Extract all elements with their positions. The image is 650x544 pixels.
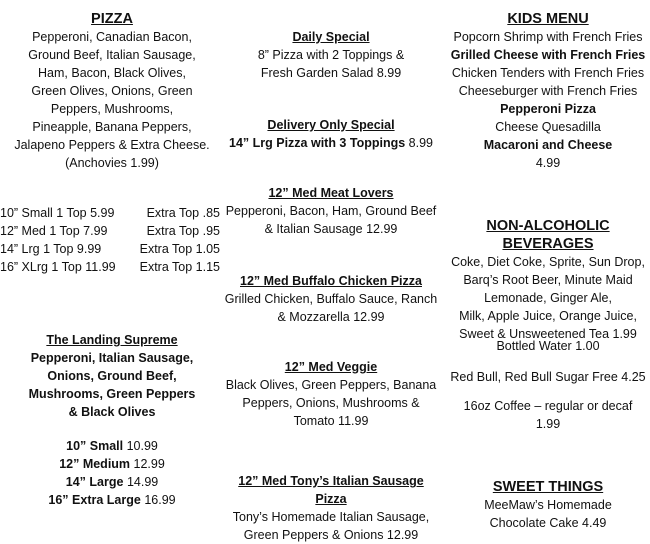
size-price: 16” XLrg 1 Top 11.99 — [0, 260, 116, 274]
menu-line: Coke, Diet Coke, Sprite, Sun Drop, — [451, 255, 645, 269]
item-text: Black Olives, Green Peppers, Banana — [225, 378, 437, 392]
size-price: 14” Lrg 1 Top 9.99 — [0, 242, 102, 256]
menu-line: (Anchovies 1.99) — [65, 156, 159, 170]
menu-line: Peppers, Mushrooms, — [50, 102, 174, 116]
special-title: 12” Med Meat Lovers — [268, 186, 394, 200]
size-price: 12” Med 1 Top 7.99 — [0, 224, 108, 238]
kids-menu-section — [440, 10, 650, 172]
special-section — [222, 28, 440, 82]
item-text: Green Peppers & Onions 12.99 — [243, 528, 419, 542]
menu-line: Mushrooms, Green Peppers — [28, 387, 196, 401]
special-title: 12” Med Veggie — [284, 360, 378, 374]
bottled-water — [440, 337, 650, 355]
menu-line — [222, 64, 440, 82]
section-title: The Landing Supreme — [46, 333, 178, 347]
price-row — [0, 204, 220, 222]
coffee — [440, 397, 650, 433]
price: 14.99 — [126, 475, 159, 489]
menu-line: Pepperoni, Canadian Bacon, — [32, 30, 192, 44]
menu-line: Milk, Apple Juice, Orange Juice, — [459, 309, 637, 323]
menu-line: 16oz Coffee – regular or decaf — [463, 399, 633, 413]
price: 12.99 — [133, 457, 165, 471]
menu-line — [222, 134, 440, 152]
size-price: 10” Small 1 Top 5.99 — [0, 206, 115, 220]
extra-topping-price: Extra Top 1.05 — [139, 242, 220, 256]
pizza-section — [2, 10, 222, 172]
menu-line — [222, 526, 440, 544]
menu-line: Onions, Ground Beef, — [47, 369, 177, 383]
menu-line: Red Bull, Red Bull Sugar Free 4.25 — [450, 370, 646, 384]
section-title: SWEET THINGS — [492, 479, 604, 495]
menu-line — [222, 412, 440, 430]
menu-line: 1.99 — [535, 417, 561, 431]
price: 8.99 — [405, 136, 433, 150]
size-label: 10” Small — [66, 439, 124, 453]
section-title: NON-ALCOHOLIC BEVERAGES — [486, 218, 610, 252]
menu-line: Ham, Bacon, Black Olives, — [38, 66, 186, 80]
item-text: & Italian Sausage 12.99 — [264, 222, 398, 236]
price-row — [2, 437, 222, 455]
supreme-prices — [2, 437, 222, 509]
menu-line: MeeMaw’s Homemade — [484, 498, 612, 512]
item-text: 8” Pizza with 2 Toppings & — [257, 48, 405, 62]
sweet-things-section — [440, 478, 650, 532]
menu-line — [222, 508, 440, 526]
size-label: 14” Large — [65, 475, 124, 489]
price: 16.99 — [144, 493, 176, 507]
red-bull — [440, 368, 650, 386]
price-row — [0, 222, 220, 240]
extra-topping-price: Extra Top .95 — [146, 224, 220, 238]
price-row — [0, 258, 220, 276]
special-section — [222, 116, 440, 152]
special-section — [222, 272, 440, 326]
menu-line: Chicken Tenders with French Fries — [451, 66, 645, 80]
price-row — [2, 455, 222, 473]
menu-line — [222, 46, 440, 64]
menu-line — [222, 290, 440, 308]
menu-line: & Black Olives — [68, 405, 156, 419]
item-text: Fresh Garden Salad 8.99 — [260, 66, 402, 80]
pizza-price-table — [0, 204, 220, 276]
item-text: 14” Lrg Pizza with 3 Toppings — [229, 136, 406, 150]
menu-line: Bottled Water 1.00 — [496, 339, 600, 353]
special-section — [222, 472, 440, 544]
price-row — [0, 240, 220, 258]
menu-line — [222, 394, 440, 412]
special-section — [222, 184, 440, 238]
item-text: Peppers, Onions, Mushrooms & — [242, 396, 420, 410]
menu-line: Macaroni and Cheese — [483, 138, 613, 152]
special-title: 12” Med Buffalo Chicken Pizza — [240, 274, 422, 288]
menu-line: Barq’s Root Beer, Minute Maid — [463, 273, 633, 287]
menu-line — [222, 220, 440, 238]
menu-line: Green Olives, Onions, Green — [31, 84, 193, 98]
menu-line — [222, 308, 440, 326]
special-section — [222, 358, 440, 430]
section-title: PIZZA — [91, 11, 133, 27]
item-text: Tomato 11.99 — [293, 414, 369, 428]
supreme-section — [2, 331, 222, 421]
item-text: Pepperoni, Bacon, Ham, Ground Beef — [225, 204, 437, 218]
extra-topping-price: Extra Top .85 — [146, 206, 220, 220]
menu-line: Chocolate Cake 4.49 — [489, 516, 607, 530]
menu-line — [222, 202, 440, 220]
price: 10.99 — [126, 439, 158, 453]
price-row — [2, 473, 222, 491]
special-title: Delivery Only Special — [267, 118, 395, 132]
size-label: 16” Extra Large — [48, 493, 141, 507]
menu-line — [222, 376, 440, 394]
menu-line: Pepperoni Pizza — [500, 102, 596, 116]
menu-line: Sweet & Unsweetened Tea 1.99 — [459, 327, 637, 341]
menu-line: 4.99 — [535, 156, 561, 170]
beverages-section — [440, 217, 650, 343]
item-text: & Mozzarella 12.99 — [277, 310, 385, 324]
menu-line: Jalapeno Peppers & Extra Cheese. — [14, 138, 210, 152]
menu-line: Pineapple, Banana Peppers, — [32, 120, 192, 134]
menu-line: Cheese Quesadilla — [495, 120, 601, 134]
item-text: Tony’s Homemade Italian Sausage, — [232, 510, 430, 524]
price-row — [2, 491, 222, 509]
menu-line: Grilled Cheese with French Fries — [450, 48, 646, 62]
item-text: Grilled Chicken, Buffalo Sauce, Ranch — [224, 292, 438, 306]
size-label: 12” Medium — [59, 457, 131, 471]
special-title: 12” Med Tony’s Italian Sausage Pizza — [238, 474, 424, 506]
menu-line: Pepperoni, Italian Sausage, — [30, 351, 194, 365]
menu-line: Ground Beef, Italian Sausage, — [28, 48, 196, 62]
menu-line: Popcorn Shrimp with French Fries — [453, 30, 643, 44]
section-title: KIDS MENU — [507, 11, 589, 27]
special-title: Daily Special — [292, 30, 370, 44]
menu-line: Cheeseburger with French Fries — [458, 84, 638, 98]
extra-topping-price: Extra Top 1.15 — [139, 260, 220, 274]
menu-line: Lemonade, Ginger Ale, — [484, 291, 612, 305]
